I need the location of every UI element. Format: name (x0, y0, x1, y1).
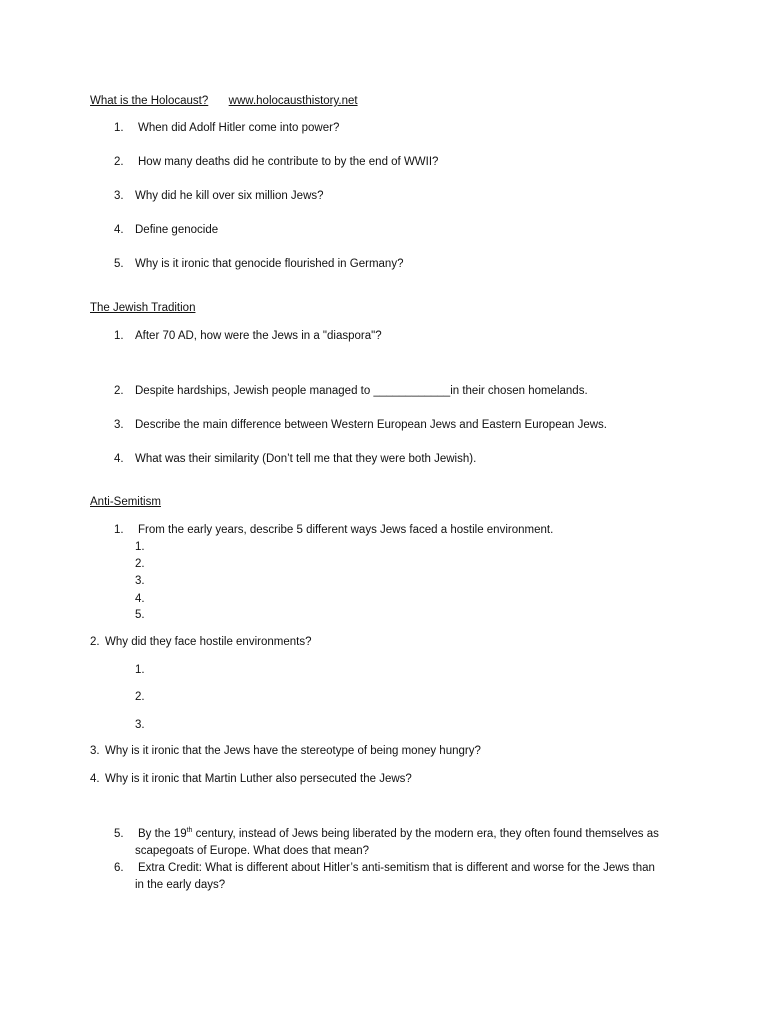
sub-item-number: 1. (135, 541, 145, 553)
sub-item-number: 4. (135, 593, 145, 605)
list-item-number: 4. (114, 453, 124, 465)
question-text: Describe the main difference between Western European Jews and Eastern European Jews. (135, 419, 607, 431)
list-item-number: 5. (114, 258, 124, 270)
list-item-number: 6. (114, 862, 124, 874)
question-text: Why is it ironic that genocide flourished in Germany? (135, 258, 404, 270)
sub-item-number: 5. (135, 609, 145, 621)
question-text: After 70 AD, how were the Jews in a "diaspora"? (135, 330, 382, 342)
question-text: Extra Credit: What is different about Hitler’s anti-semitism that is different and worse for the Jews than (138, 862, 655, 874)
list-item-number: 3. (114, 419, 124, 431)
sub-item-number: 3. (135, 719, 145, 731)
list-item-number: 4. (114, 224, 124, 236)
question-text: From the early years, describe 5 different ways Jews faced a hostile environment. (138, 524, 554, 536)
question-text: When did Adolf Hitler come into power? (138, 122, 340, 134)
source-url: www.holocausthistory.net (228, 95, 358, 107)
question-text: Why is it ironic that the Jews have the stereotype of being money hungry? (105, 745, 481, 757)
page-title: What is the Holocaust? (90, 95, 209, 107)
question-text: How many deaths did he contribute to by the end of WWII? (138, 156, 439, 168)
ordinal-suffix: th (186, 827, 193, 835)
list-item-number: 1. (114, 524, 124, 536)
question-text-rest: century, instead of Jews being liberated by the modern era, they often found themselves as (192, 828, 659, 840)
list-item-number: 2. (114, 385, 124, 397)
sub-item-number: 2. (135, 691, 145, 703)
list-item-number: 5. (114, 828, 124, 840)
section-heading: Anti-Semitism (90, 496, 161, 508)
list-item-number: 2. (114, 156, 124, 168)
list-item-number: 1. (114, 122, 124, 134)
question-text: Why did they face hostile environments? (105, 636, 312, 648)
question-text: What was their similarity (Don’t tell me that they were both Jewish). (135, 453, 477, 465)
list-item-number: 2. (90, 636, 100, 648)
sub-item-number: 1. (135, 664, 145, 676)
worksheet-header (90, 96, 358, 108)
list-item-number: 3. (90, 745, 100, 757)
list-item-number: 4. (90, 773, 100, 785)
list-item-number: 1. (114, 330, 124, 342)
sub-item-number: 2. (135, 558, 145, 570)
question-text-continued: in the early days? (135, 879, 226, 891)
question-text: Why is it ironic that Martin Luther also persecuted the Jews? (105, 773, 412, 785)
list-item-number: 3. (114, 190, 124, 202)
sub-item-number: 3. (135, 575, 145, 587)
question-text-start: By the 19 (138, 828, 187, 840)
question-text-continued: scapegoats of Europe. What does that mean? (135, 845, 369, 857)
question-text: Define genocide (135, 224, 219, 236)
section-heading: The Jewish Tradition (90, 302, 196, 314)
question-text (138, 829, 659, 841)
question-text: Despite hardships, Jewish people managed to ____________in their chosen homelands. (135, 385, 588, 397)
question-text: Why did he kill over six million Jews? (135, 190, 324, 202)
